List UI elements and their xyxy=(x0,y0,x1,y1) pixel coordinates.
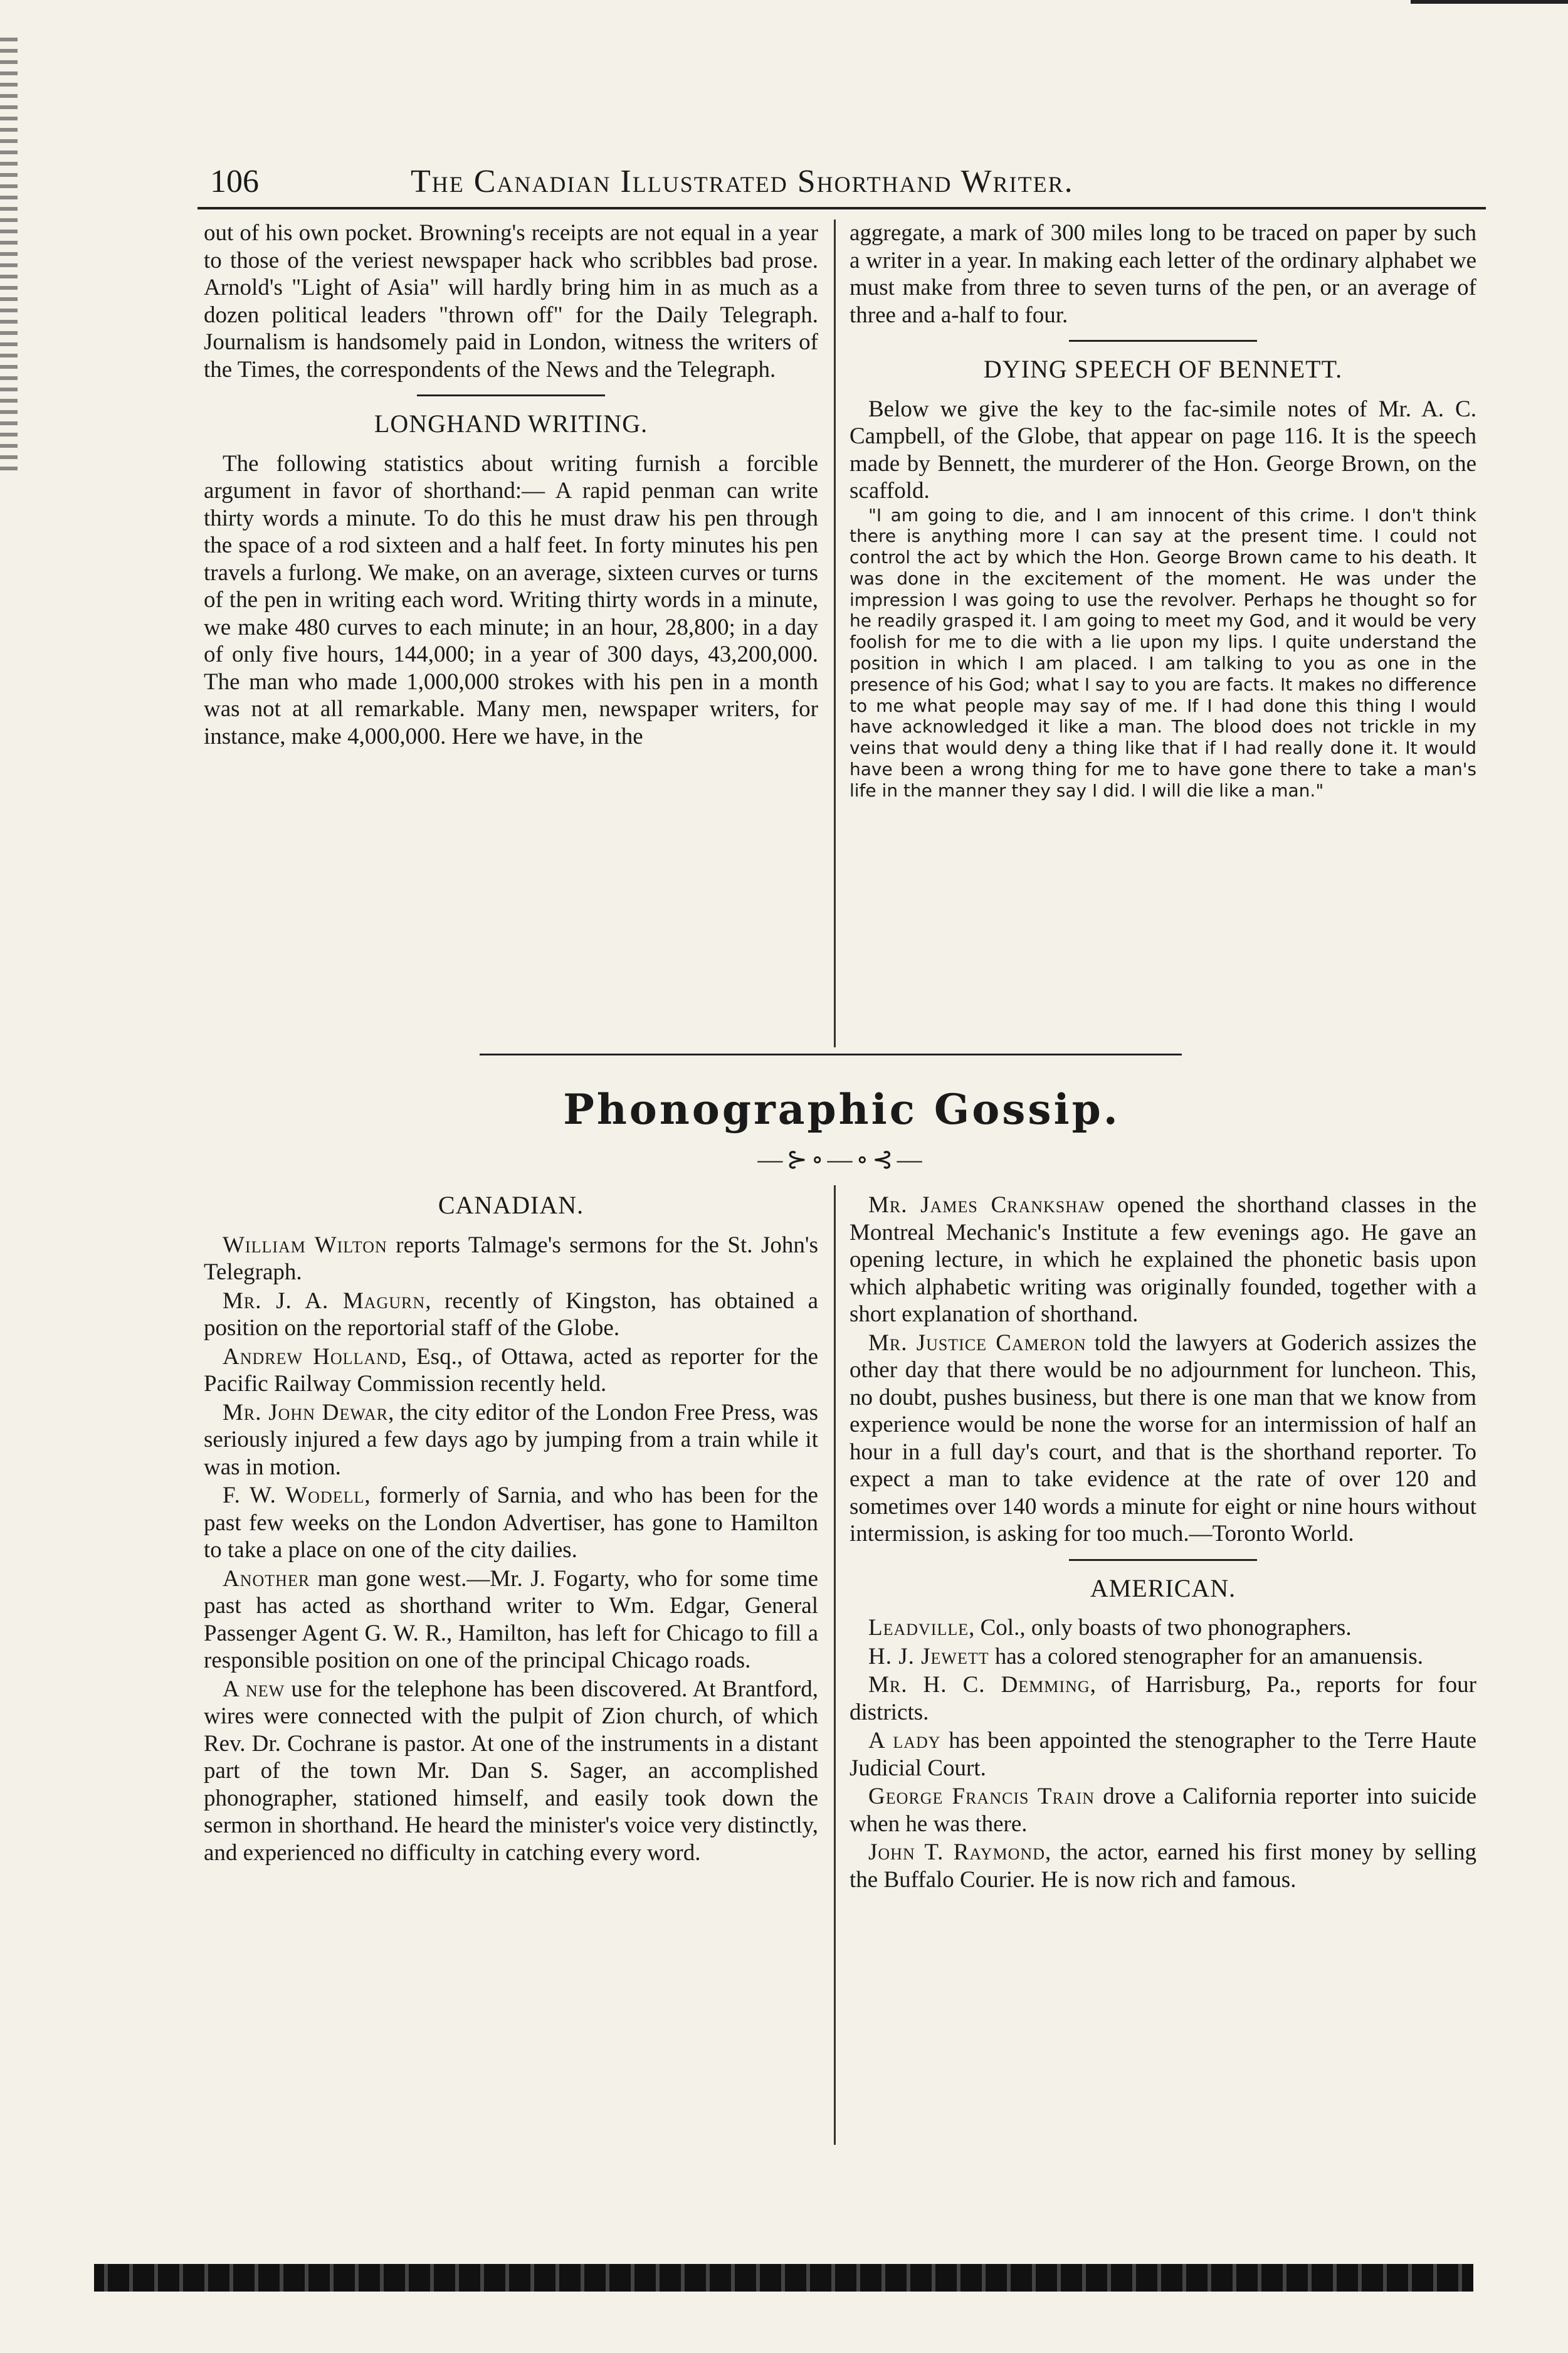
bennett-heading: DYING SPEECH OF BENNETT. xyxy=(983,355,1343,383)
ornament-divider: —⊱∘—∘⊰— xyxy=(757,1145,926,1173)
canadian-heading: CANADIAN. xyxy=(438,1191,584,1219)
news-item-lead: Mr. James Crankshaw xyxy=(868,1192,1105,1218)
longhand-heading: LONGHAND WRITING. xyxy=(374,410,648,438)
news-item-lead: Leadville xyxy=(868,1615,969,1641)
news-item xyxy=(204,1676,818,1867)
news-item xyxy=(850,1330,1476,1548)
canadian-items xyxy=(204,1232,818,1867)
news-item xyxy=(850,1192,1476,1328)
news-item-lead: John T. Raymond xyxy=(868,1839,1045,1865)
news-item-text: , Col., only boasts of two phonographers. xyxy=(969,1615,1352,1641)
section-rule xyxy=(417,394,605,396)
news-item-lead: George Francis Train xyxy=(868,1784,1095,1809)
bennett-intro: Below we give the key to the fac-simile notes of Mr. A. C. Campbell, of the Globe, that appear on page 116. It is the speech made by Bennett, the murderer of the Hon. George Brown, on the scaffold. xyxy=(850,396,1476,504)
news-item xyxy=(204,1232,818,1286)
news-item xyxy=(850,1643,1476,1671)
section-rule xyxy=(1069,1559,1257,1561)
top-right-column xyxy=(850,219,1476,801)
news-item-text: drove a California reporter into suicide when he was there. xyxy=(850,1784,1477,1837)
gossip-top-rule xyxy=(480,1054,1182,1055)
news-item xyxy=(204,1565,818,1674)
news-item-lead: A new xyxy=(223,1676,285,1702)
news-item xyxy=(850,1783,1476,1837)
news-item-text: told the lawyers at Goderich assizes the other day that there would be no adjournment for luncheon. This, no doubt, pushes business, but there is one man that we know from experience would be none the worse for an intermission of half an hour in a full day's court, and that is the shorthand reporter. To expect a man to take evidence at the rate of over 120 and sometimes over 140 words a minute for eight or nine hours without intermission, is asking for too much.—Toronto World. xyxy=(850,1330,1477,1547)
news-item-text: , formerly of Sarnia, and who has been for the past few weeks on the London Advertiser, has gone to Hamilton to take a place on one of the city dailies. xyxy=(204,1483,818,1563)
news-item-lead: F. W. Wodell xyxy=(223,1483,365,1508)
scan-left-edge xyxy=(0,38,18,477)
american-heading: AMERICAN. xyxy=(1090,1573,1236,1602)
news-item-lead: Andrew Holland xyxy=(223,1343,401,1370)
news-item-text: man gone west.—Mr. J. Fogarty, who for some time past has acted as shorthand writer to Wm. Edgar, General Passenger Agent G. W. R., Hamilton, has left for Chicago to fill a responsible position on one of the principal Chicago roads. xyxy=(204,1565,818,1673)
scan-top-rule xyxy=(1411,0,1568,4)
news-item-text: , the city editor of the London Free Press, was seriously injured a few days ago by jumping from a train while it was in motion. xyxy=(204,1399,818,1480)
news-item-text: opened the shorthand classes in the Montreal Mechanic's Institute a few evenings ago. He gave an opening lecture, in which he explained the phonetic basis upon which alphabetic writing was originally founded, together with a short explanation of shorthand. xyxy=(850,1192,1476,1327)
news-item xyxy=(850,1614,1476,1642)
running-title: The Canadian Illustrated Shorthand Writer. xyxy=(411,164,1074,199)
news-item-text: , of Harrisburg, Pa., reports for four districts. xyxy=(850,1672,1476,1725)
news-item xyxy=(850,1671,1476,1726)
page xyxy=(197,125,1486,2182)
news-item xyxy=(204,1288,818,1342)
bennett-quote: "I am going to die, and I am innocent of this crime. I don't think there is anything more I can say at the present time. I could not control the act by which the Hon. George Brown came to his death. It was done in the excitement of the moment. He was under the impression I was going to use the revolver. Perhaps he thought so for he readily grasped it. I am going to meet my God, and it would be very foolish for me to die with a lie upon my lips. I quite understand the position in which I am placed. I am talking to you as one in the presence of his God; what I say to you are facts. It makes no difference to me what people may say of me. If I had done this thing I would have acknowledged it like a man. The blood does not trickle in my veins that would deny a thing like that if I had really done it. It would have been a wrong thing for me to have gone there to take a man's life in the manner they say I did. I will die like a man." xyxy=(850,504,1476,801)
news-item-lead: Mr. H. C. Demming xyxy=(868,1672,1090,1698)
news-item-lead: H. J. Jewett xyxy=(868,1643,989,1669)
news-item xyxy=(204,1343,818,1398)
news-item-text: use for the telephone has been discovered. At Brantford, wires were connected with the pulpit of Zion church, of which Rev. Dr. Cochrane is pastor. At one of the instruments in a distant part of the town Mr. Dan S. Sager, an accomplished phonographer, stationed himself, and easily took down the sermon in shorthand. He heard the minister's voice very distinctly, and experienced no difficulty in catching every word. xyxy=(204,1676,818,1866)
news-item-lead: Mr. John Dewar xyxy=(223,1399,389,1425)
column-divider-bottom xyxy=(834,1185,836,2145)
section-rule xyxy=(1069,340,1257,342)
aggregate-paragraph: aggregate, a mark of 300 miles long to be traced on paper by such a writer in a year. In making each letter of the ordinary alphabet we must make from three to seven turns of the pen, or an average of three and a-half to four. xyxy=(850,220,1476,328)
news-item-lead: William Wilton xyxy=(223,1232,387,1258)
american-items xyxy=(850,1614,1476,1893)
column-divider-top xyxy=(834,219,836,1047)
news-item-lead: Mr. Justice Cameron xyxy=(868,1330,1087,1356)
news-item-text: has a colored stenographer for an amanuensis. xyxy=(989,1643,1424,1669)
news-item-lead: A lady xyxy=(868,1728,941,1753)
news-item xyxy=(204,1482,818,1564)
page-number: 106 xyxy=(210,164,259,199)
browning-paragraph: out of his own pocket. Browning's receipts are not equal in a year to those of the veriest newspaper hack who scribbles bad prose. Arnold's "Light of Asia" will hardly bring him in as much as a dozen political leaders "thrown off" for the Daily Telegraph. Journalism is handsomely paid in London, witness the writers of the Times, the correspondents of the News and the Telegraph. xyxy=(204,220,818,383)
news-item-text: reports Talmage's sermons for the St. John's Telegraph. xyxy=(204,1232,818,1285)
news-item-lead: Mr. J. A. Magurn xyxy=(223,1288,426,1314)
right-bottom-column xyxy=(850,1192,1476,1895)
news-item-text: , recently of Kingston, has obtained a position on the reportorial staff of the Globe. xyxy=(204,1288,819,1341)
page-header xyxy=(197,151,1486,209)
news-item-lead: Another xyxy=(223,1565,310,1592)
news-item xyxy=(850,1727,1476,1782)
news-item-text: has been appointed the stenographer to the Terre Haute Judicial Court. xyxy=(850,1728,1477,1781)
news-item xyxy=(204,1399,818,1481)
news-item-text: , the actor, earned his first money by selling the Buffalo Courier. He is now rich and famous. xyxy=(850,1839,1476,1893)
news-item xyxy=(850,1839,1476,1893)
news-item-text: , Esq., of Ottawa, acted as reporter for the Pacific Railway Commission recently held. xyxy=(204,1343,818,1397)
right-items xyxy=(850,1192,1476,1548)
gossip-title: Phonographic Gossip. xyxy=(563,1085,1120,1134)
longhand-body: The following statistics about writing furnish a forcible argument in favor of shorthand:— A rapid penman can write thirty words a minute. To do this he must draw his pen through the space of a rod sixteen and a half feet. In forty minutes his pen travels a furlong. We make, on an average, sixteen curves or turns of the pen in writing each word. Writing thirty words in a minute, we make 480 curves to each minute; in an hour, 28,800; in a day of only five hours, 144,000; in a year of 300 days, 43,200,000. The man who made 1,000,000 strokes with his pen in a month was not at all remarkable. Many men, newspaper writers, for instance, make 4,000,000. Here we have, in the xyxy=(204,450,818,749)
top-left-column xyxy=(204,219,818,750)
canadian-column xyxy=(204,1192,818,1868)
scan-bottom-bar xyxy=(94,2264,1473,2292)
